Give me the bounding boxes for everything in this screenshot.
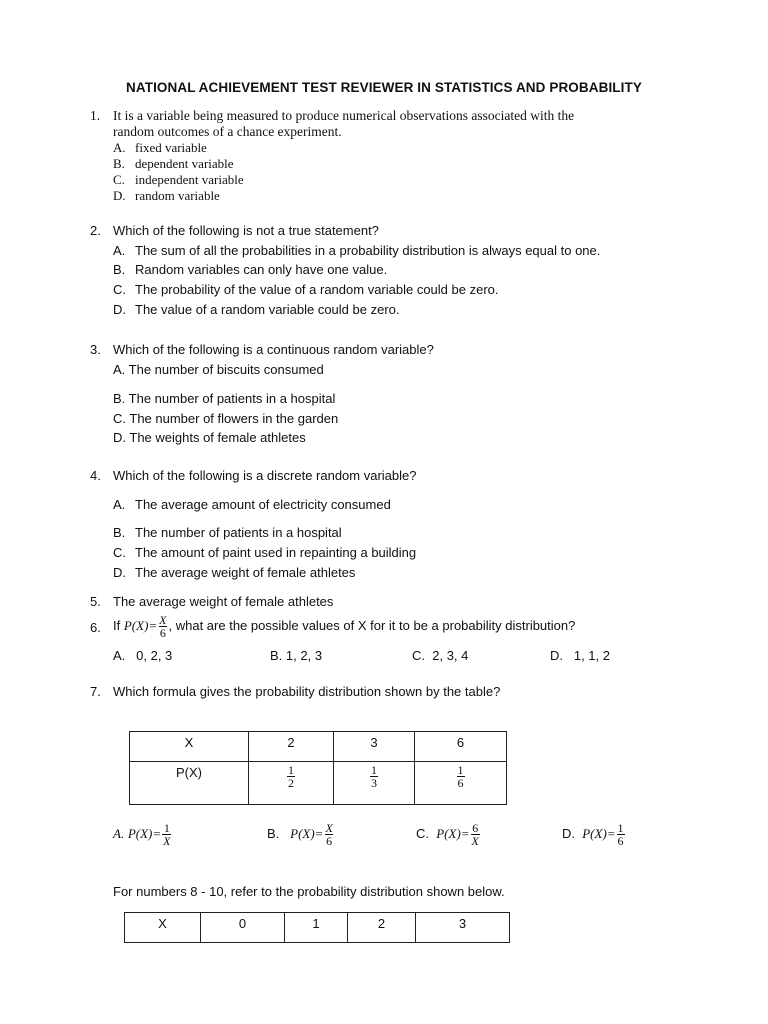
fraction: $\frac{1}{2}$ xyxy=(288,763,294,790)
option-d: D. random variable xyxy=(113,188,220,203)
option-b: B. P(X)= $\frac{X}{6}$ xyxy=(267,821,333,848)
table-header-px: P(X) xyxy=(130,762,249,805)
option-d: D. The weights of female athletes xyxy=(113,430,306,445)
table-cell: 6 xyxy=(415,732,507,762)
option-d: D. The value of a random variable could be zero. xyxy=(113,302,400,317)
table-cell: 0 xyxy=(201,913,285,943)
option-c: C. The amount of paint used in repainting a building xyxy=(113,545,417,560)
question-number: 6. xyxy=(90,620,101,635)
table-cell: 2 xyxy=(348,913,416,943)
question-7 xyxy=(90,684,710,700)
question-number: 7. xyxy=(90,684,101,699)
distribution-table-q7 xyxy=(129,731,507,805)
option-a: A. P(X)= $\frac{1}{X}$ xyxy=(113,821,171,848)
question-text-line-1: It is a variable being measured to produce numerical observations associated with the xyxy=(113,108,575,123)
option-a: A. fixed variable xyxy=(113,140,207,155)
option-d: D. 1, 1, 2 xyxy=(550,648,610,663)
question-text: Which of the following is a continuous random variable? xyxy=(113,342,434,357)
table-cell: 1 xyxy=(285,913,348,943)
table-header-x: X xyxy=(125,913,201,943)
option-c: C. The number of flowers in the garden xyxy=(113,411,339,426)
option-a: A. The average amount of electricity consumed xyxy=(113,497,391,512)
instruction-8-10: For numbers 8 - 10, refer to the probability distribution shown below. xyxy=(113,884,505,899)
question-number: 5. xyxy=(90,594,101,609)
option-c: C. P(X)= $\frac{6}{X}$ xyxy=(416,821,479,848)
option-c: C. 2, 3, 4 xyxy=(412,648,469,663)
question-1 xyxy=(90,108,710,140)
option-c: C. independent variable xyxy=(113,172,244,187)
option-b: B. Random variables can only have one value. xyxy=(113,262,388,277)
fraction: $\frac{1}{3}$ xyxy=(371,763,377,790)
formula-fraction: $\frac{X}{6}$ xyxy=(159,613,167,640)
option-b: B. The number of patients in a hospital xyxy=(113,391,336,406)
table-cell: 3 xyxy=(416,913,510,943)
question-number: 3. xyxy=(90,342,101,357)
question-2 xyxy=(90,223,710,239)
option-c: C. The probability of the value of a random variable could be zero. xyxy=(113,282,499,297)
question-number: 4. xyxy=(90,468,101,483)
table-cell: 2 xyxy=(249,732,334,762)
question-text: Which of the following is a discrete random variable? xyxy=(113,468,417,483)
question-number: 2. xyxy=(90,223,101,238)
formula-px: P(X)= xyxy=(123,617,158,633)
question-text: , what are the possible values of X for it to be a probability distribution? xyxy=(168,617,576,633)
option-a: A. 0, 2, 3 xyxy=(113,648,173,663)
question-text-if: If xyxy=(113,617,121,633)
option-a: A. The sum of all the probabilities in a probability distribution is always equal to one. xyxy=(113,243,601,258)
option-d: D. The average weight of female athletes xyxy=(113,565,356,580)
question-text: Which formula gives the probability distribution shown by the table? xyxy=(113,684,501,699)
question-4 xyxy=(90,468,710,484)
page-title: NATIONAL ACHIEVEMENT TEST REVIEWER IN STATISTICS AND PROBABILITY xyxy=(126,80,642,95)
table-header-x: X xyxy=(130,732,249,762)
fraction: $\frac{1}{6}$ xyxy=(457,763,464,790)
question-6 xyxy=(90,614,710,639)
table-cell xyxy=(334,762,415,805)
distribution-table-q8-10 xyxy=(124,912,510,943)
question-5 xyxy=(90,594,710,610)
option-b: B. The number of patients in a hospital xyxy=(113,525,342,540)
table-cell xyxy=(249,762,334,805)
option-a: A. The number of biscuits consumed xyxy=(113,362,324,377)
table-cell: 3 xyxy=(334,732,415,762)
option-b: B. dependent variable xyxy=(113,156,234,171)
question-number: 1. xyxy=(90,108,101,123)
table-cell xyxy=(415,762,507,805)
option-d: D. P(X)= $\frac{1}{6}$ xyxy=(562,821,624,848)
option-b: B. 1, 2, 3 xyxy=(270,648,323,663)
question-text: Which of the following is not a true statement? xyxy=(113,223,379,238)
question-text-line-2: random outcomes of a chance experiment. xyxy=(113,124,342,139)
question-text: The average weight of female athletes xyxy=(113,594,334,609)
question-3 xyxy=(90,342,710,358)
